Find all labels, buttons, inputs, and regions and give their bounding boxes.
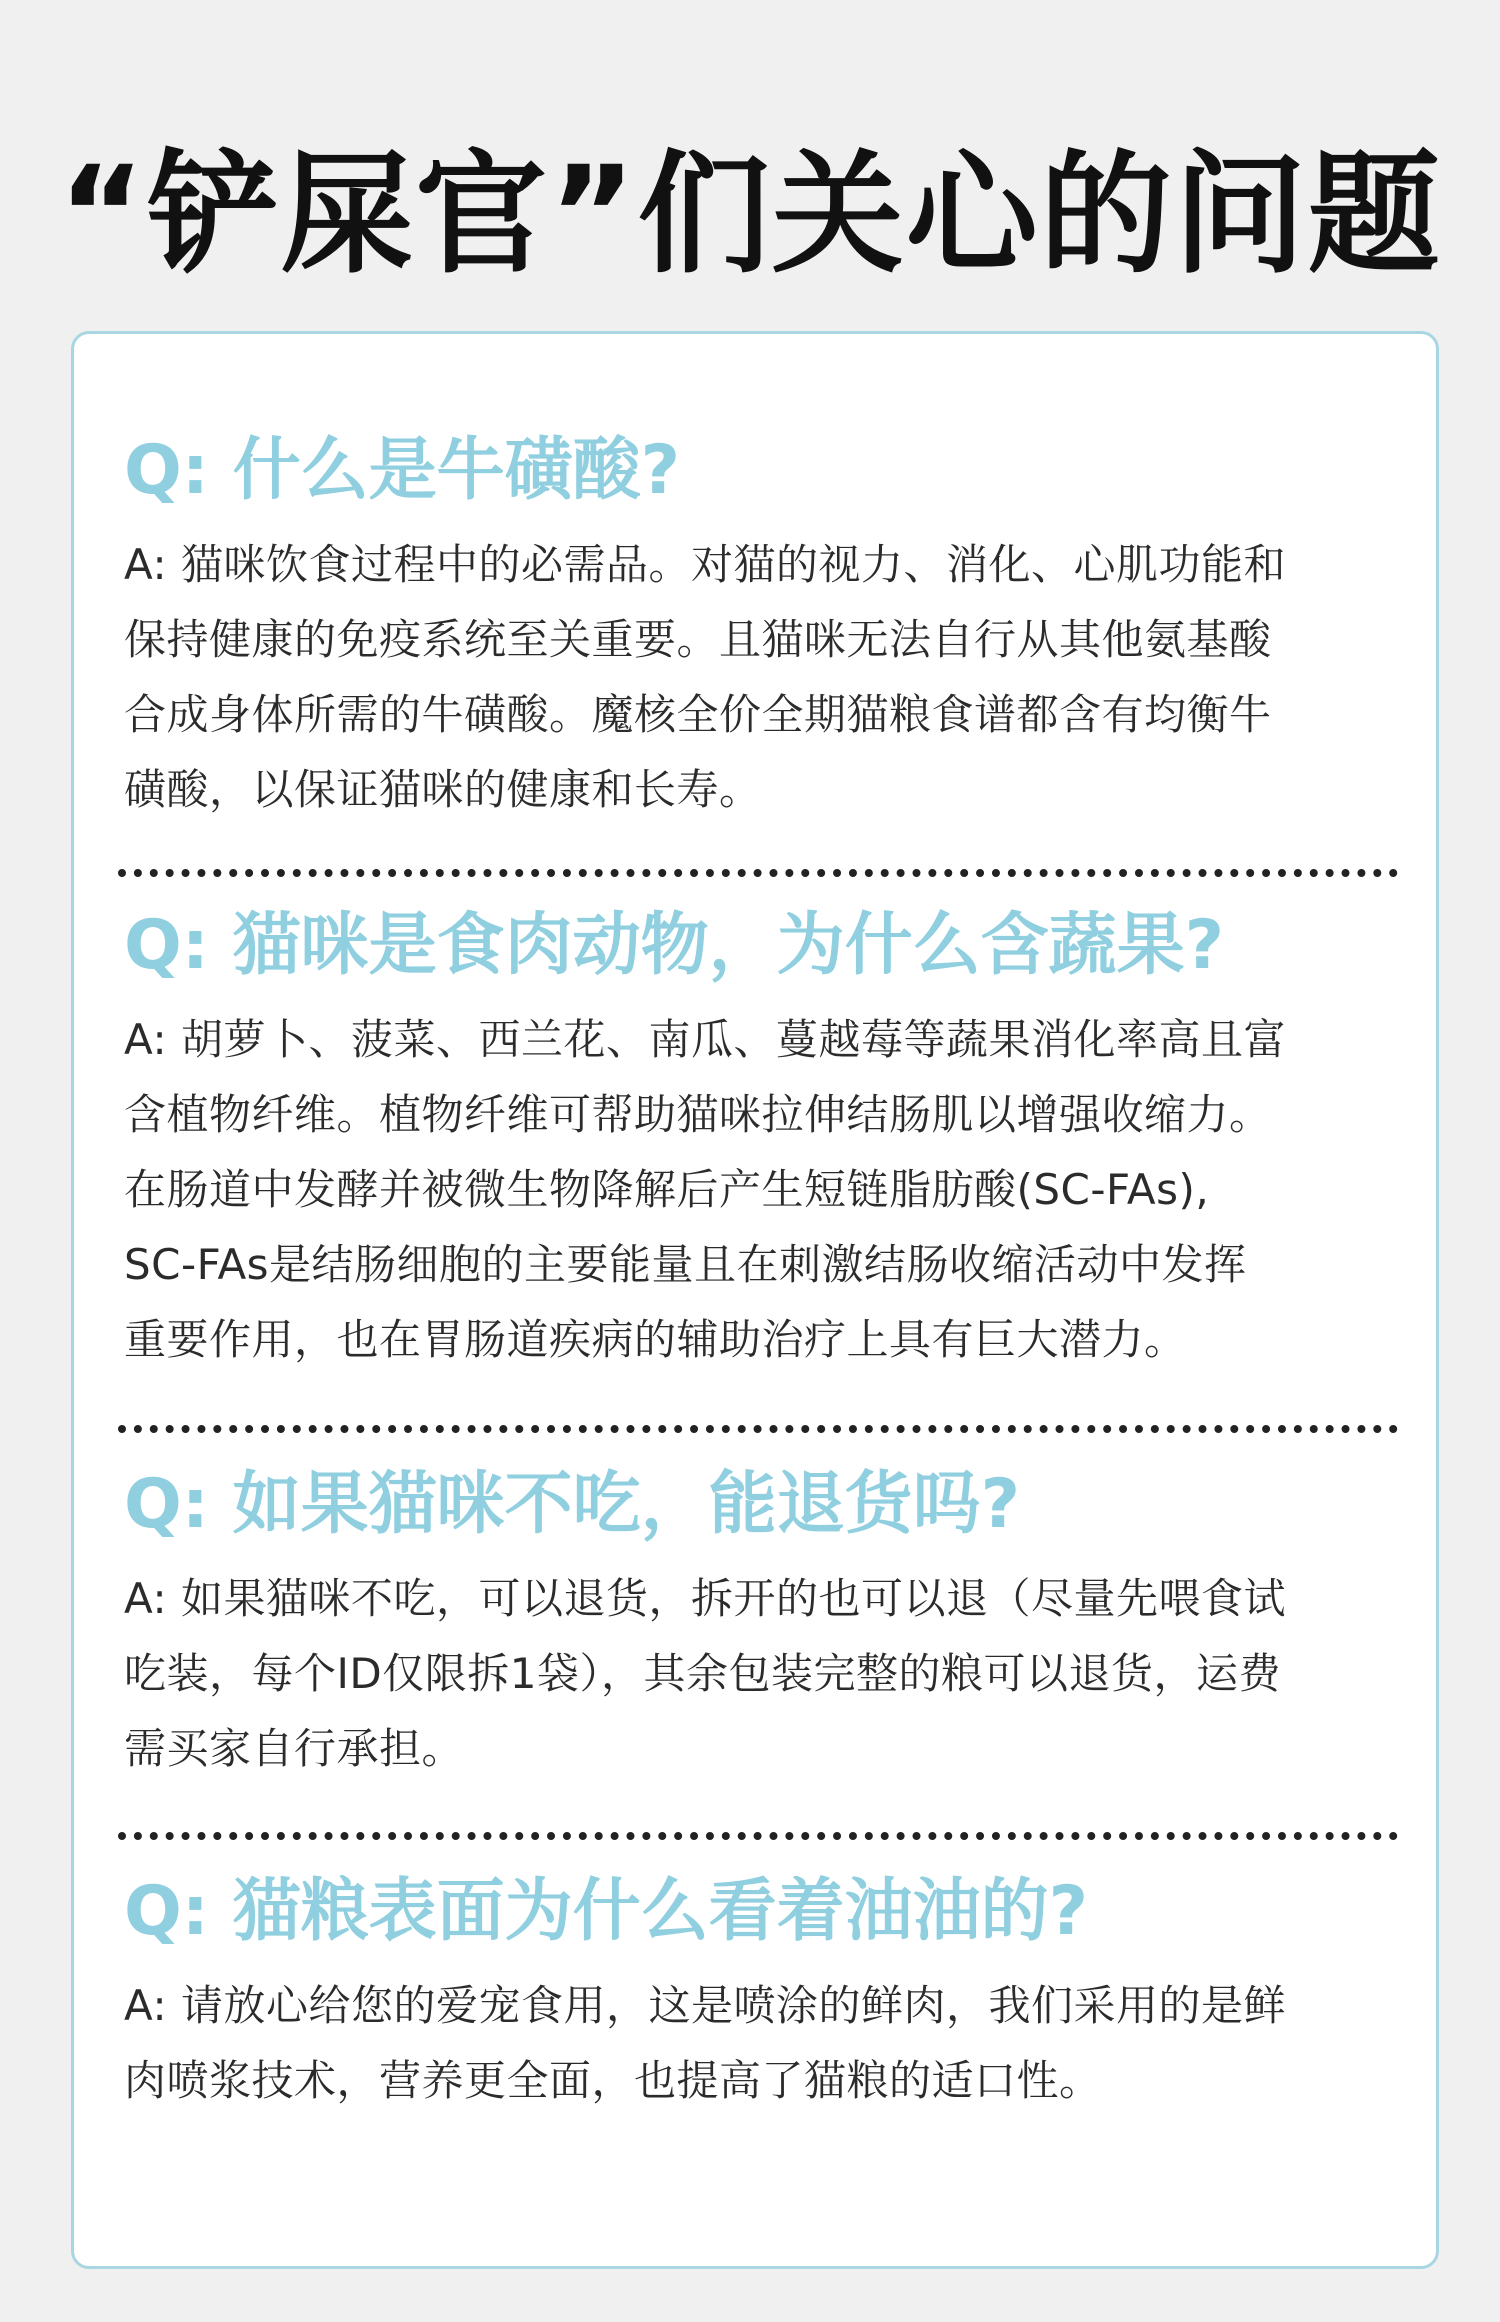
faq-question: Q: 猫咪是食肉动物，为什么含蔬果? bbox=[124, 906, 1225, 985]
faq-item-vegetables bbox=[124, 906, 1392, 1377]
dotted-divider bbox=[118, 869, 1398, 877]
answer-line: A: 猫咪饮食过程中的必需品。对猫的视力、消化、心肌功能和 bbox=[124, 540, 1286, 589]
dotted-divider bbox=[118, 1425, 1398, 1433]
faq-card bbox=[71, 331, 1439, 2269]
answer-line: 需买家自行承担。 bbox=[124, 1724, 465, 1773]
answer-line: 吃装，每个ID仅限拆1袋），其余包装完整的粮可以退货，运费 bbox=[124, 1649, 1281, 1698]
faq-item-taurine bbox=[124, 431, 1392, 827]
answer-line: A: 如果猫咪不吃，可以退货，拆开的也可以退（尽量先喂食试 bbox=[124, 1574, 1286, 1623]
answer-line: 在肠道中发酵并被微生物降解后产生短链脂肪酸(SC-FAs), bbox=[124, 1165, 1210, 1214]
faq-question: Q: 如果猫咪不吃，能退货吗? bbox=[124, 1465, 1021, 1544]
faq-item-oily-surface bbox=[124, 1872, 1392, 2118]
answer-line: 保持健康的免疫系统至关重要。且猫咪无法自行从其他氨基酸 bbox=[124, 615, 1272, 664]
answer-line: 含植物纤维。植物纤维可帮助猫咪拉伸结肠肌以增强收缩力。 bbox=[124, 1090, 1272, 1139]
answer-line: 磺酸，以保证猫咪的健康和长寿。 bbox=[124, 765, 762, 814]
answer-line: A: 请放心给您的爱宠食用，这是喷涂的鲜肉，我们采用的是鲜 bbox=[124, 1981, 1286, 2030]
answer-line: 重要作用，也在胃肠道疾病的辅助治疗上具有巨大潜力。 bbox=[124, 1315, 1187, 1364]
faq-answer bbox=[124, 1002, 1392, 1377]
faq-question: Q: 猫粮表面为什么看着油油的? bbox=[124, 1872, 1089, 1951]
faq-item-return bbox=[124, 1465, 1392, 1786]
faq-answer bbox=[124, 1968, 1392, 2118]
answer-line: SC-FAs是结肠细胞的主要能量且在刺激结肠收缩活动中发挥 bbox=[124, 1240, 1247, 1289]
answer-line: 肉喷浆技术，营养更全面，也提高了猫粮的适口性。 bbox=[124, 2056, 1102, 2105]
answer-line: A: 胡萝卜、菠菜、西兰花、南瓜、蔓越莓等蔬果消化率高且富 bbox=[124, 1015, 1286, 1064]
faq-answer bbox=[124, 527, 1392, 827]
faq-question: Q: 什么是牛磺酸? bbox=[124, 431, 681, 510]
faq-answer bbox=[124, 1561, 1392, 1786]
dotted-divider bbox=[118, 1832, 1398, 1840]
page-title: “铲屎官”们关心的问题 bbox=[58, 138, 1442, 292]
answer-line: 合成身体所需的牛磺酸。魔核全价全期猫粮食谱都含有均衡牛 bbox=[124, 690, 1272, 739]
